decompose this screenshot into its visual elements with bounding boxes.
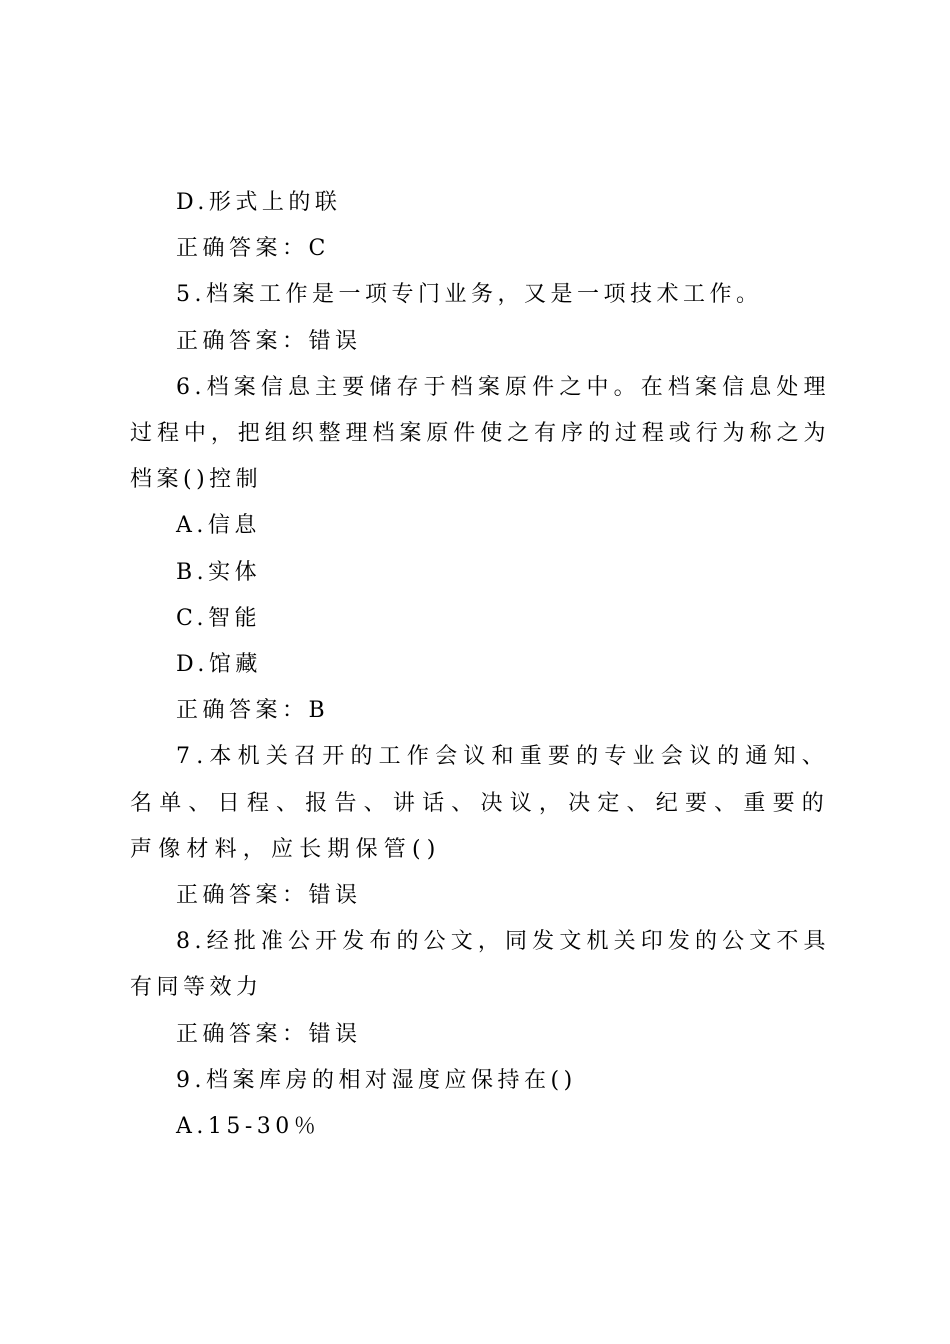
question-9: 9.档案库房的相对湿度应保持在() — [176, 1067, 577, 1093]
answer-q5: 正确答案：错误 — [176, 328, 362, 354]
option-b-q6: B.实体 — [176, 559, 262, 585]
option-d-q4: D.形式上的联 — [176, 190, 342, 215]
question-6: 6.档案信息主要储存于档案原件之中。在档案信息处理过程中，把组织整理档案原件使之有序的过程或行为称之为档案()控制 — [130, 374, 830, 493]
question-7: 7.本机关召开的工作会议和重要的专业会议的通知、名单、日程、报告、讲话、决议，决定、纪要、重要的声像材料，应长期保管() — [130, 744, 830, 862]
answer-q8: 正确答案：错误 — [176, 1021, 362, 1047]
question-5: 5.档案工作是一项专门业务，又是一项技术工作。 — [176, 282, 763, 308]
answer-q6: 正确答案：B — [176, 698, 330, 724]
option-a-q6: A.信息 — [176, 513, 261, 539]
answer-q4: 正确答案：C — [176, 236, 330, 262]
document-body — [130, 180, 830, 1150]
answer-q7: 正确答案：错误 — [176, 883, 362, 909]
option-d-q6: D.馆藏 — [176, 652, 262, 678]
question-8: 8.经批准公开发布的公文，同发文机关印发的公文不具有同等效力 — [130, 929, 830, 1001]
option-a-q9: A.15-30％ — [176, 1114, 321, 1140]
option-c-q6: C.智能 — [176, 605, 262, 631]
